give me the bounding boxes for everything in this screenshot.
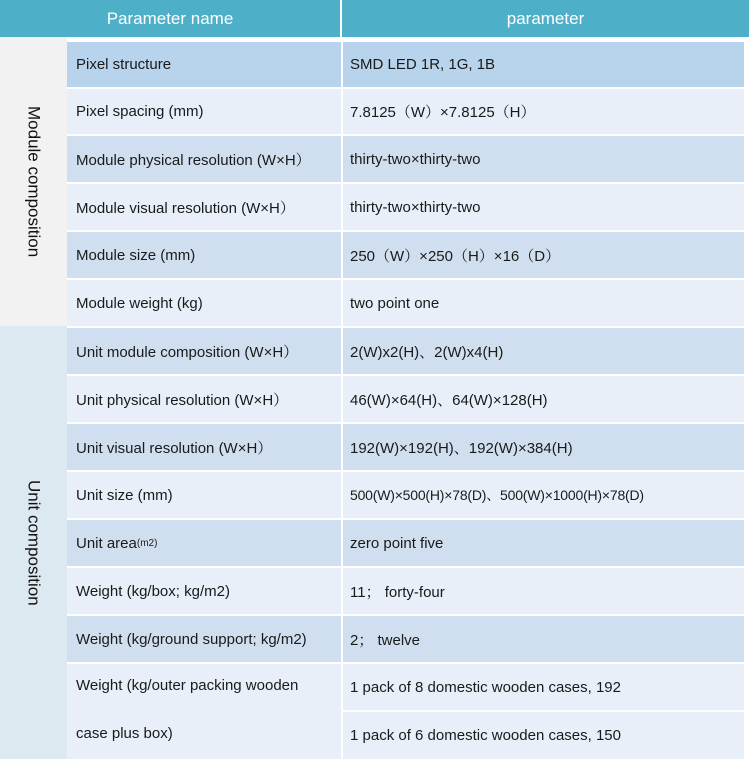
row-value-unit-module-composition: 2(W)x2(H)、2(W)x4(H) xyxy=(343,328,744,374)
group-unit-composition xyxy=(0,326,67,759)
row-name-unit-area xyxy=(67,520,341,566)
row-name-unit-module-composition: Unit module composition (W×H） xyxy=(67,328,341,374)
row-value-unit-area: zero point five xyxy=(343,520,744,566)
unit-area-label: Unit area xyxy=(76,534,137,552)
row-name-module-physical-resolution: Module physical resolution (W×H） xyxy=(67,136,341,182)
group-unit-label: Unit composition xyxy=(24,479,44,606)
row-name-pixel-structure: Pixel structure xyxy=(67,42,341,87)
row-value-weight-ground-support: 2； twelve xyxy=(343,616,744,662)
group-module-composition xyxy=(0,37,67,326)
row-name-module-visual-resolution: Module visual resolution (W×H） xyxy=(67,184,341,230)
row-value-pixel-structure: SMD LED 1R, 1G, 1B xyxy=(343,42,744,87)
row-value-unit-visual-resolution: 192(W)×192(H)、192(W)×384(H) xyxy=(343,424,744,470)
row-name-weight-packing xyxy=(67,664,341,759)
row-name-unit-visual-resolution: Unit visual resolution (W×H） xyxy=(67,424,341,470)
row-value-unit-physical-resolution: 46(W)×64(H)、64(W)×128(H) xyxy=(343,376,744,422)
row-value-unit-size: 500(W)×500(H)×78(D)、500(W)×1000(H)×78(D) xyxy=(343,472,744,518)
row-name-unit-size: Unit size (mm) xyxy=(67,472,341,518)
row-value-pixel-spacing: 7.8125（W）×7.8125（H） xyxy=(343,89,744,134)
row-value-packing-2: 1 pack of 6 domestic wooden cases, 150 xyxy=(343,712,744,759)
row-name-weight-ground-support: Weight (kg/ground support; kg/m2) xyxy=(67,616,341,662)
row-value-module-physical-resolution: thirty-two×thirty-two xyxy=(343,136,744,182)
unit-area-superscript: (m2) xyxy=(136,537,158,549)
row-value-module-visual-resolution: thirty-two×thirty-two xyxy=(343,184,744,230)
header-parameter-name: Parameter name xyxy=(0,0,340,37)
row-name-module-size: Module size (mm) xyxy=(67,232,341,278)
header-parameter: parameter xyxy=(342,0,749,37)
packing-name-line2: case plus box) xyxy=(76,725,173,742)
row-value-packing-1: 1 pack of 8 domestic wooden cases, 192 xyxy=(343,664,744,710)
group-module-label: Module composition xyxy=(24,105,44,258)
row-value-module-weight: two point one xyxy=(343,280,744,326)
row-name-module-weight: Module weight (kg) xyxy=(67,280,341,326)
row-value-weight-box: 11； forty-four xyxy=(343,568,744,614)
row-name-unit-physical-resolution: Unit physical resolution (W×H） xyxy=(67,376,341,422)
row-name-weight-box: Weight (kg/box; kg/m2) xyxy=(67,568,341,614)
packing-name-line1: Weight (kg/outer packing wooden xyxy=(76,677,299,694)
row-value-module-size: 250（W）×250（H）×16（D） xyxy=(343,232,744,278)
row-name-pixel-spacing: Pixel spacing (mm) xyxy=(67,89,341,134)
